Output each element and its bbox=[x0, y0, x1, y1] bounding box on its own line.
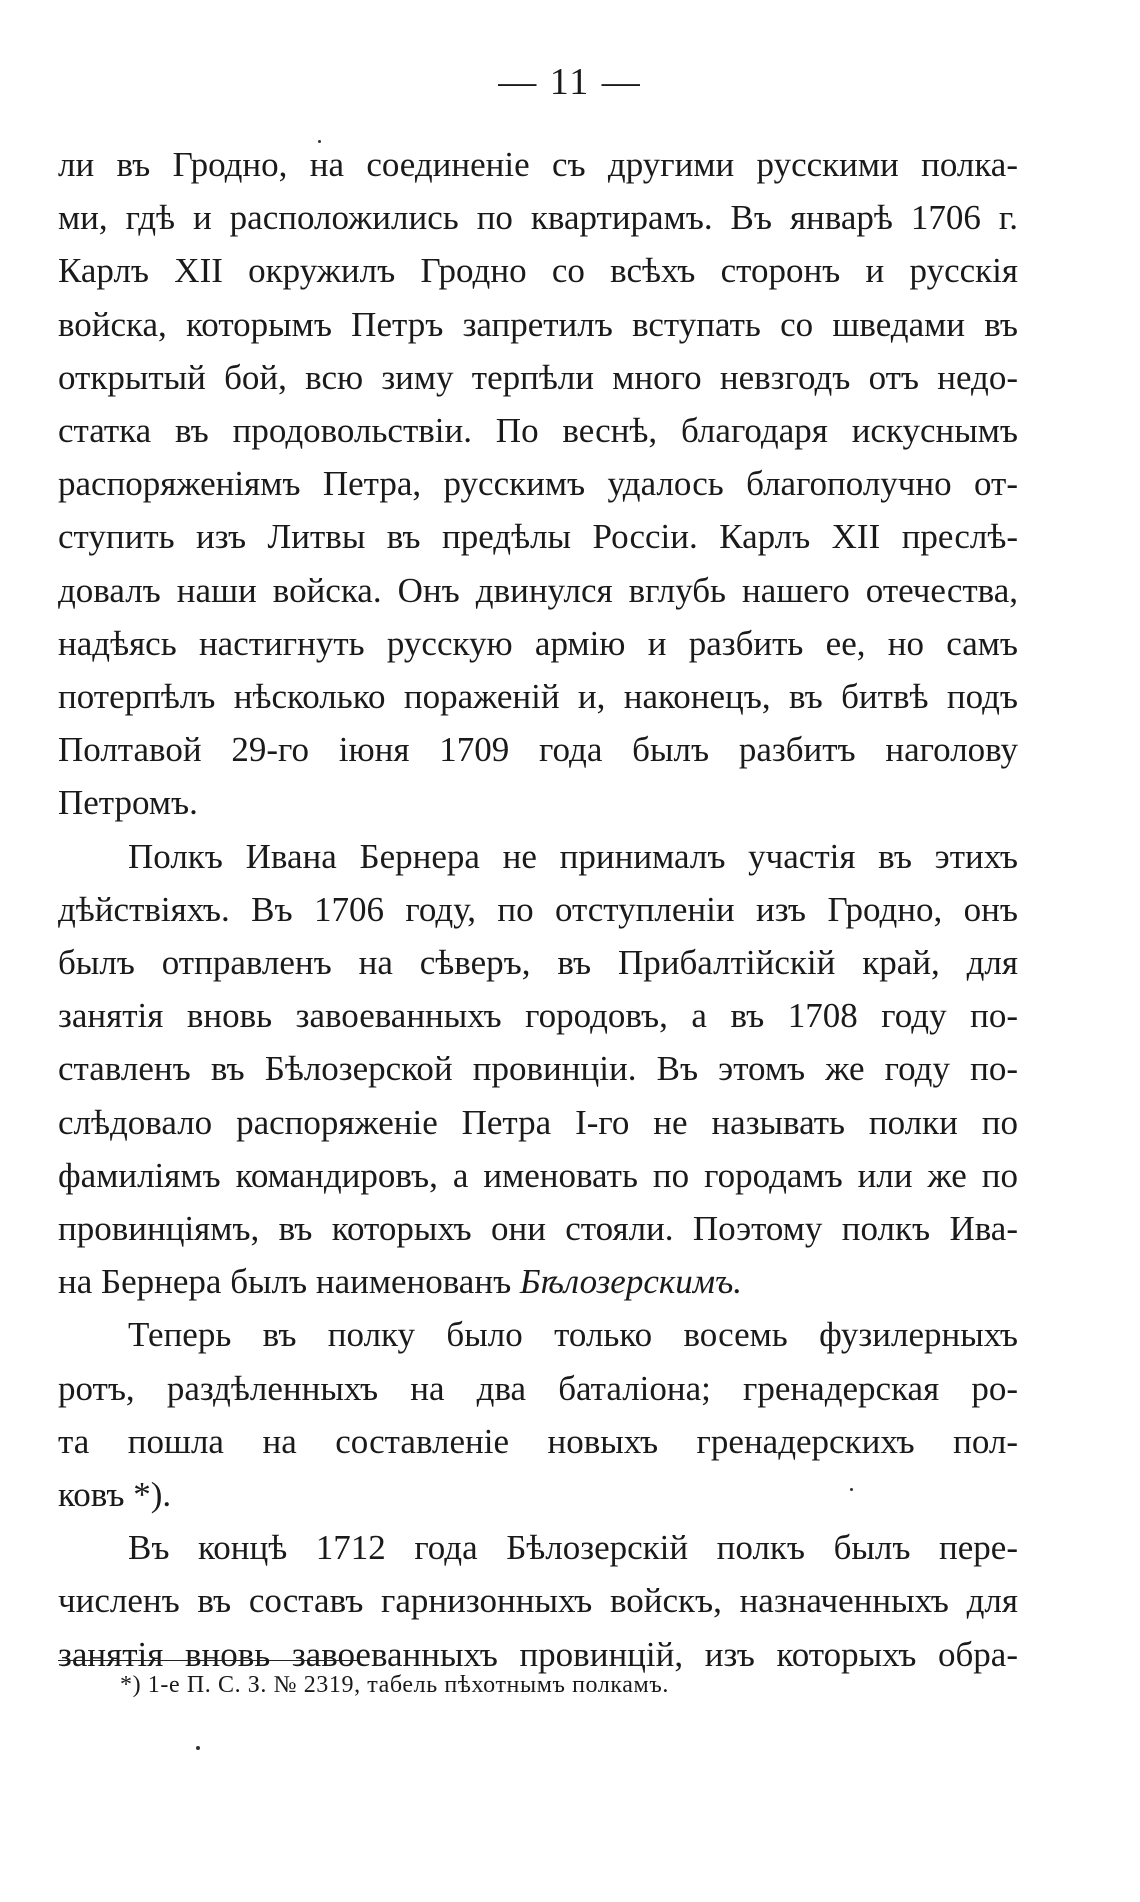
paragraph-4 bbox=[58, 1521, 1018, 1681]
text-line: довалъ наши войска. Онъ двинулся вглубь нашего отечества, bbox=[58, 570, 1018, 610]
text-line: ми, гдѣ и расположились по квартирамъ. Въ январѣ 1706 г. bbox=[58, 198, 1018, 238]
text-line: слѣдовало распоряженіе Петра І-го не называть полки по bbox=[58, 1102, 1018, 1142]
print-speck bbox=[850, 1488, 853, 1491]
text-line: открытый бой, всю зиму терпѣли много невзгодъ отъ недо- bbox=[58, 357, 1018, 397]
text-line: Въ концѣ 1712 года Бѣлозерскій полкъ былъ пере- bbox=[128, 1528, 1018, 1568]
text-line: занятія вновь завоеванныхъ городовъ, а въ 1708 году по- bbox=[58, 996, 1018, 1036]
text-line: Теперь въ полку было только восемь фузилерныхъ bbox=[128, 1315, 1018, 1355]
paragraph-1 bbox=[58, 138, 1018, 830]
text-line: Полтавой 29-го іюня 1709 года былъ разбитъ наголову bbox=[58, 730, 1018, 770]
text-line: ступить изъ Литвы въ предѣлы Россіи. Карлъ XII преслѣ- bbox=[58, 517, 1018, 557]
text-line: фамиліямъ командировъ, а именовать по городамъ или же по bbox=[58, 1155, 1018, 1195]
text-line: та пошла на составленіе новыхъ гренадерскихъ пол- bbox=[58, 1421, 1018, 1461]
text-line: войска, которымъ Петръ запретилъ вступать со шведами въ bbox=[58, 304, 1018, 344]
footnote-divider bbox=[58, 1660, 358, 1661]
text-line: ротъ, раздѣленныхъ на два баталіона; гренадерская ро- bbox=[58, 1368, 1018, 1408]
text-line: статка въ продовольствіи. По веснѣ, благодаря искуснымъ bbox=[58, 411, 1018, 451]
text-line: ли въ Гродно, на соединеніе съ другими русскими полка- bbox=[58, 145, 1018, 184]
text-line: дѣйствіяхъ. Въ 1706 году, по отступленіи изъ Гродно, онъ bbox=[58, 889, 1018, 929]
paragraph-3 bbox=[58, 1308, 1018, 1521]
text-line: Полкъ Ивана Бернера не принималъ участія въ этихъ bbox=[128, 836, 1018, 876]
text-segment: на Бернера былъ наименованъ bbox=[58, 1262, 520, 1302]
page-number: — 11 — bbox=[498, 61, 642, 103]
paragraph-2 bbox=[58, 830, 1018, 1309]
print-speck bbox=[318, 140, 321, 143]
body-text bbox=[58, 138, 1018, 1681]
text-line: былъ отправленъ на сѣверъ, въ Прибалтійскій край, для bbox=[58, 943, 1018, 983]
text-line: провинціямъ, въ которыхъ они стояли. Поэтому полкъ Ива- bbox=[58, 1209, 1018, 1249]
text-line: Петромъ. bbox=[58, 783, 198, 823]
text-line: потерпѣлъ нѣсколько пораженій и, наконецъ, въ битвѣ подъ bbox=[58, 677, 1018, 717]
print-speck bbox=[196, 1746, 200, 1750]
footnote: *) 1-е П. С. З. № 2319, табель пѣхотнымъ полкамъ. bbox=[120, 1672, 669, 1698]
text-line: численъ въ составъ гарнизонныхъ войскъ, назначенныхъ для bbox=[58, 1581, 1018, 1621]
text-line: надѣясь настигнуть русскую армію и разбить ее, но самъ bbox=[58, 623, 1018, 663]
text-line bbox=[58, 1255, 1018, 1308]
text-line: ковъ *). bbox=[58, 1475, 172, 1515]
text-line: Карлъ XII окружилъ Гродно со всѣхъ сторонъ и русскія bbox=[58, 251, 1018, 291]
regiment-name-italic: Бѣлозерскимъ. bbox=[519, 1262, 742, 1302]
text-line: ставленъ въ Бѣлозерской провинціи. Въ этомъ же году по- bbox=[58, 1049, 1018, 1089]
text-line: распоряженіямъ Петра, русскимъ удалось благополучно от- bbox=[58, 464, 1018, 504]
text-line: занятія вновь завоеванныхъ провинцій, изъ которыхъ обра- bbox=[58, 1634, 1018, 1674]
